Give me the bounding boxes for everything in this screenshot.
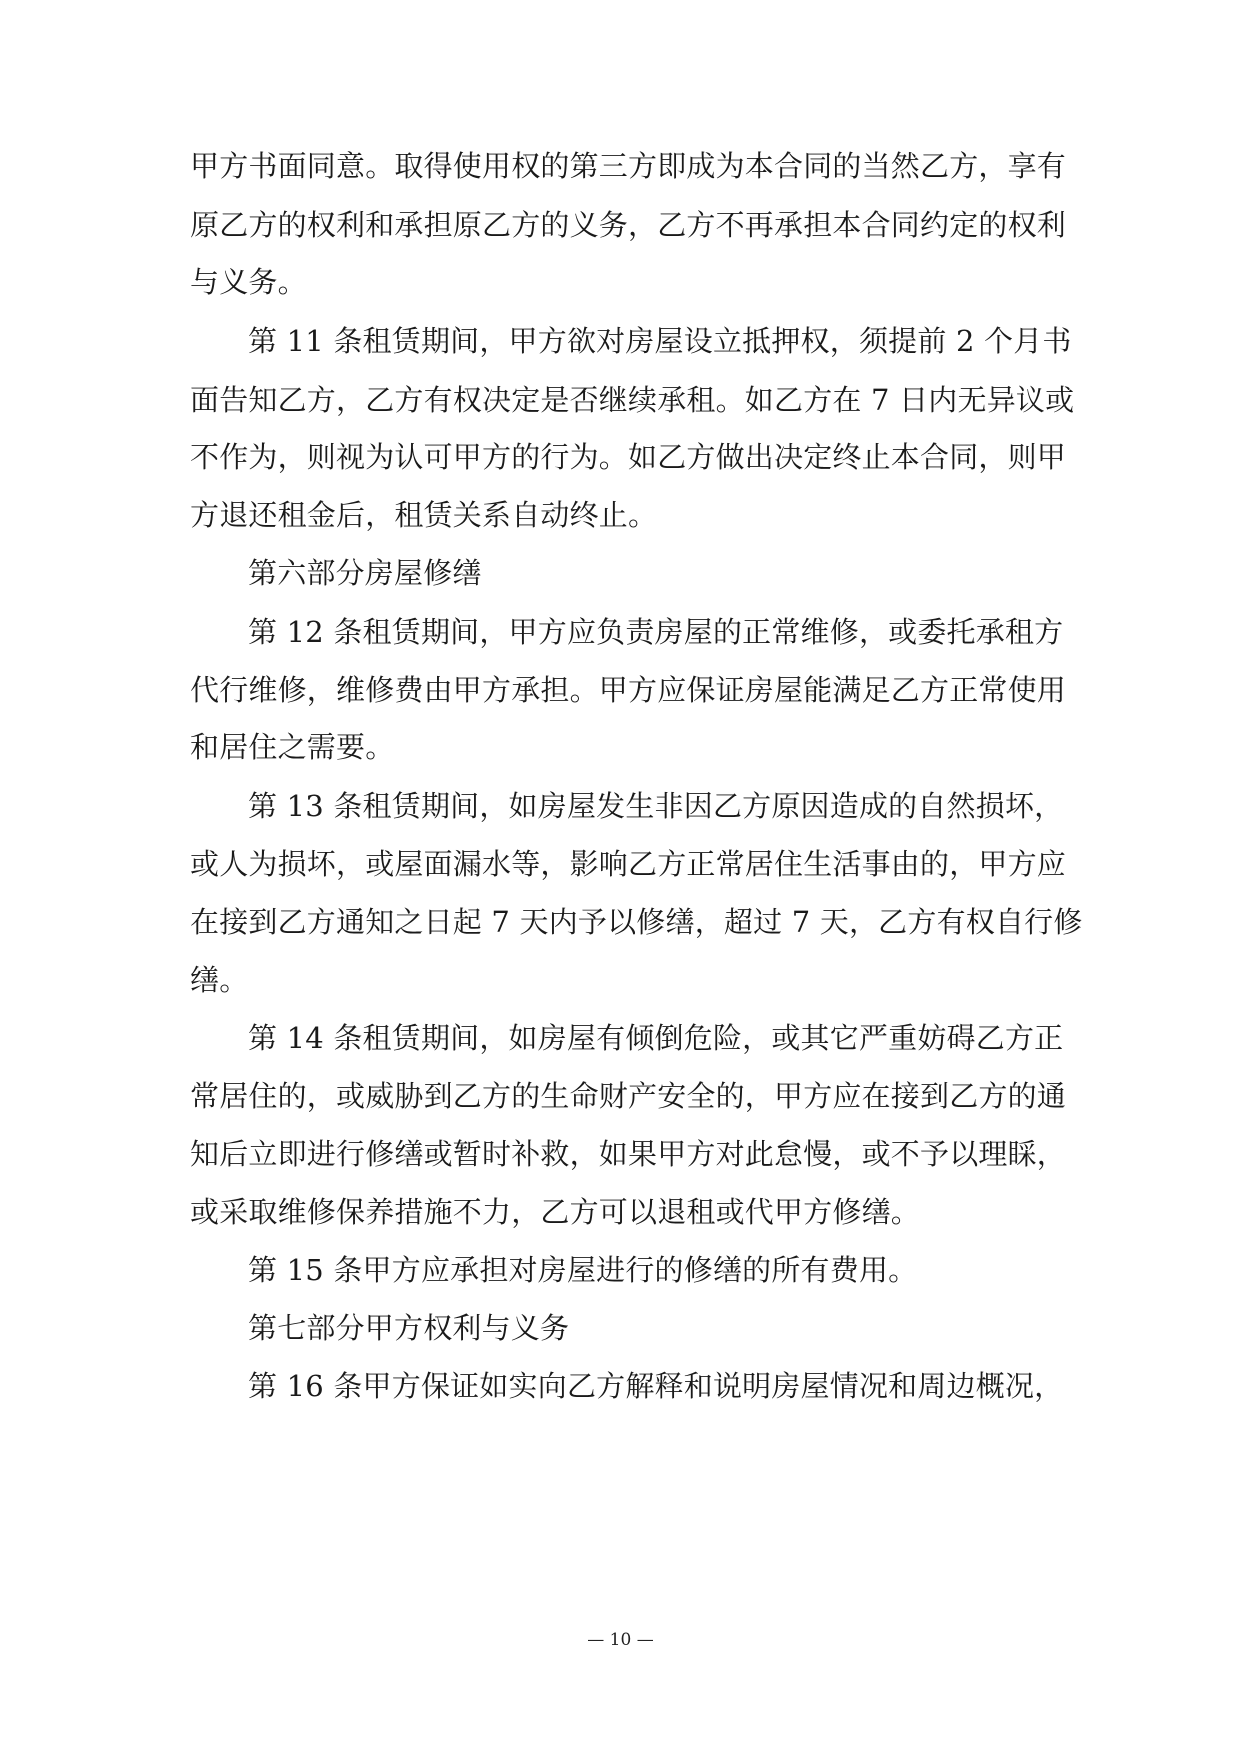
text-line: 与义务。 bbox=[190, 265, 307, 299]
text-line: 常居住的，或威胁到乙方的生命财产安全的，甲方应在接到乙方的通 bbox=[190, 1079, 1067, 1113]
text-line: 甲方书面同意。取得使用权的第三方即成为本合同的当然乙方，享有 bbox=[190, 149, 1067, 183]
text-line: 不作为，则视为认可甲方的行为。如乙方做出决定终止本合同，则甲 bbox=[190, 440, 1067, 474]
clause-11-start: 第 11 条租赁期间，甲方欲对房屋设立抵押权，须提前 2 个月书 bbox=[248, 324, 1072, 358]
clause-16-start: 第 16 条甲方保证如实向乙方解释和说明房屋情况和周边概况， bbox=[248, 1369, 1064, 1403]
text-line: 原乙方的权利和承担原乙方的义务，乙方不再承担本合同约定的权利 bbox=[190, 208, 1067, 242]
text-line: 和居住之需要。 bbox=[190, 730, 395, 764]
text-line: 缮。 bbox=[190, 963, 249, 997]
text-line: 或人为损坏，或屋面漏水等，影响乙方正常居住生活事由的，甲方应 bbox=[190, 847, 1067, 881]
text-line: 在接到乙方通知之日起 7 天内予以修缮，超过 7 天，乙方有权自行修 bbox=[190, 905, 1083, 939]
clause-14-start: 第 14 条租赁期间，如房屋有倾倒危险，或其它严重妨碍乙方正 bbox=[248, 1021, 1064, 1055]
section-heading-part-7: 第七部分甲方权利与义务 bbox=[248, 1311, 570, 1345]
text-line: 代行维修，维修费由甲方承担。甲方应保证房屋能满足乙方正常使用 bbox=[190, 673, 1067, 707]
page-number: — 10 — bbox=[587, 1630, 654, 1650]
clause-13-start: 第 13 条租赁期间，如房屋发生非因乙方原因造成的自然损坏， bbox=[248, 789, 1064, 823]
text-line: 知后立即进行修缮或暂时补救，如果甲方对此怠慢，或不予以理睬， bbox=[190, 1137, 1067, 1171]
text-line: 或采取维修保养措施不力，乙方可以退租或代甲方修缮。 bbox=[190, 1195, 921, 1229]
section-heading-part-6: 第六部分房屋修缮 bbox=[248, 556, 482, 590]
text-line: 面告知乙方，乙方有权决定是否继续承租。如乙方在 7 日内无异议或 bbox=[190, 383, 1075, 417]
text-line: 方退还租金后，租赁关系自动终止。 bbox=[190, 498, 658, 532]
clause-15: 第 15 条甲方应承担对房屋进行的修缮的所有费用。 bbox=[248, 1253, 918, 1287]
clause-12-start: 第 12 条租赁期间，甲方应负责房屋的正常维修，或委托承租方 bbox=[248, 615, 1064, 649]
